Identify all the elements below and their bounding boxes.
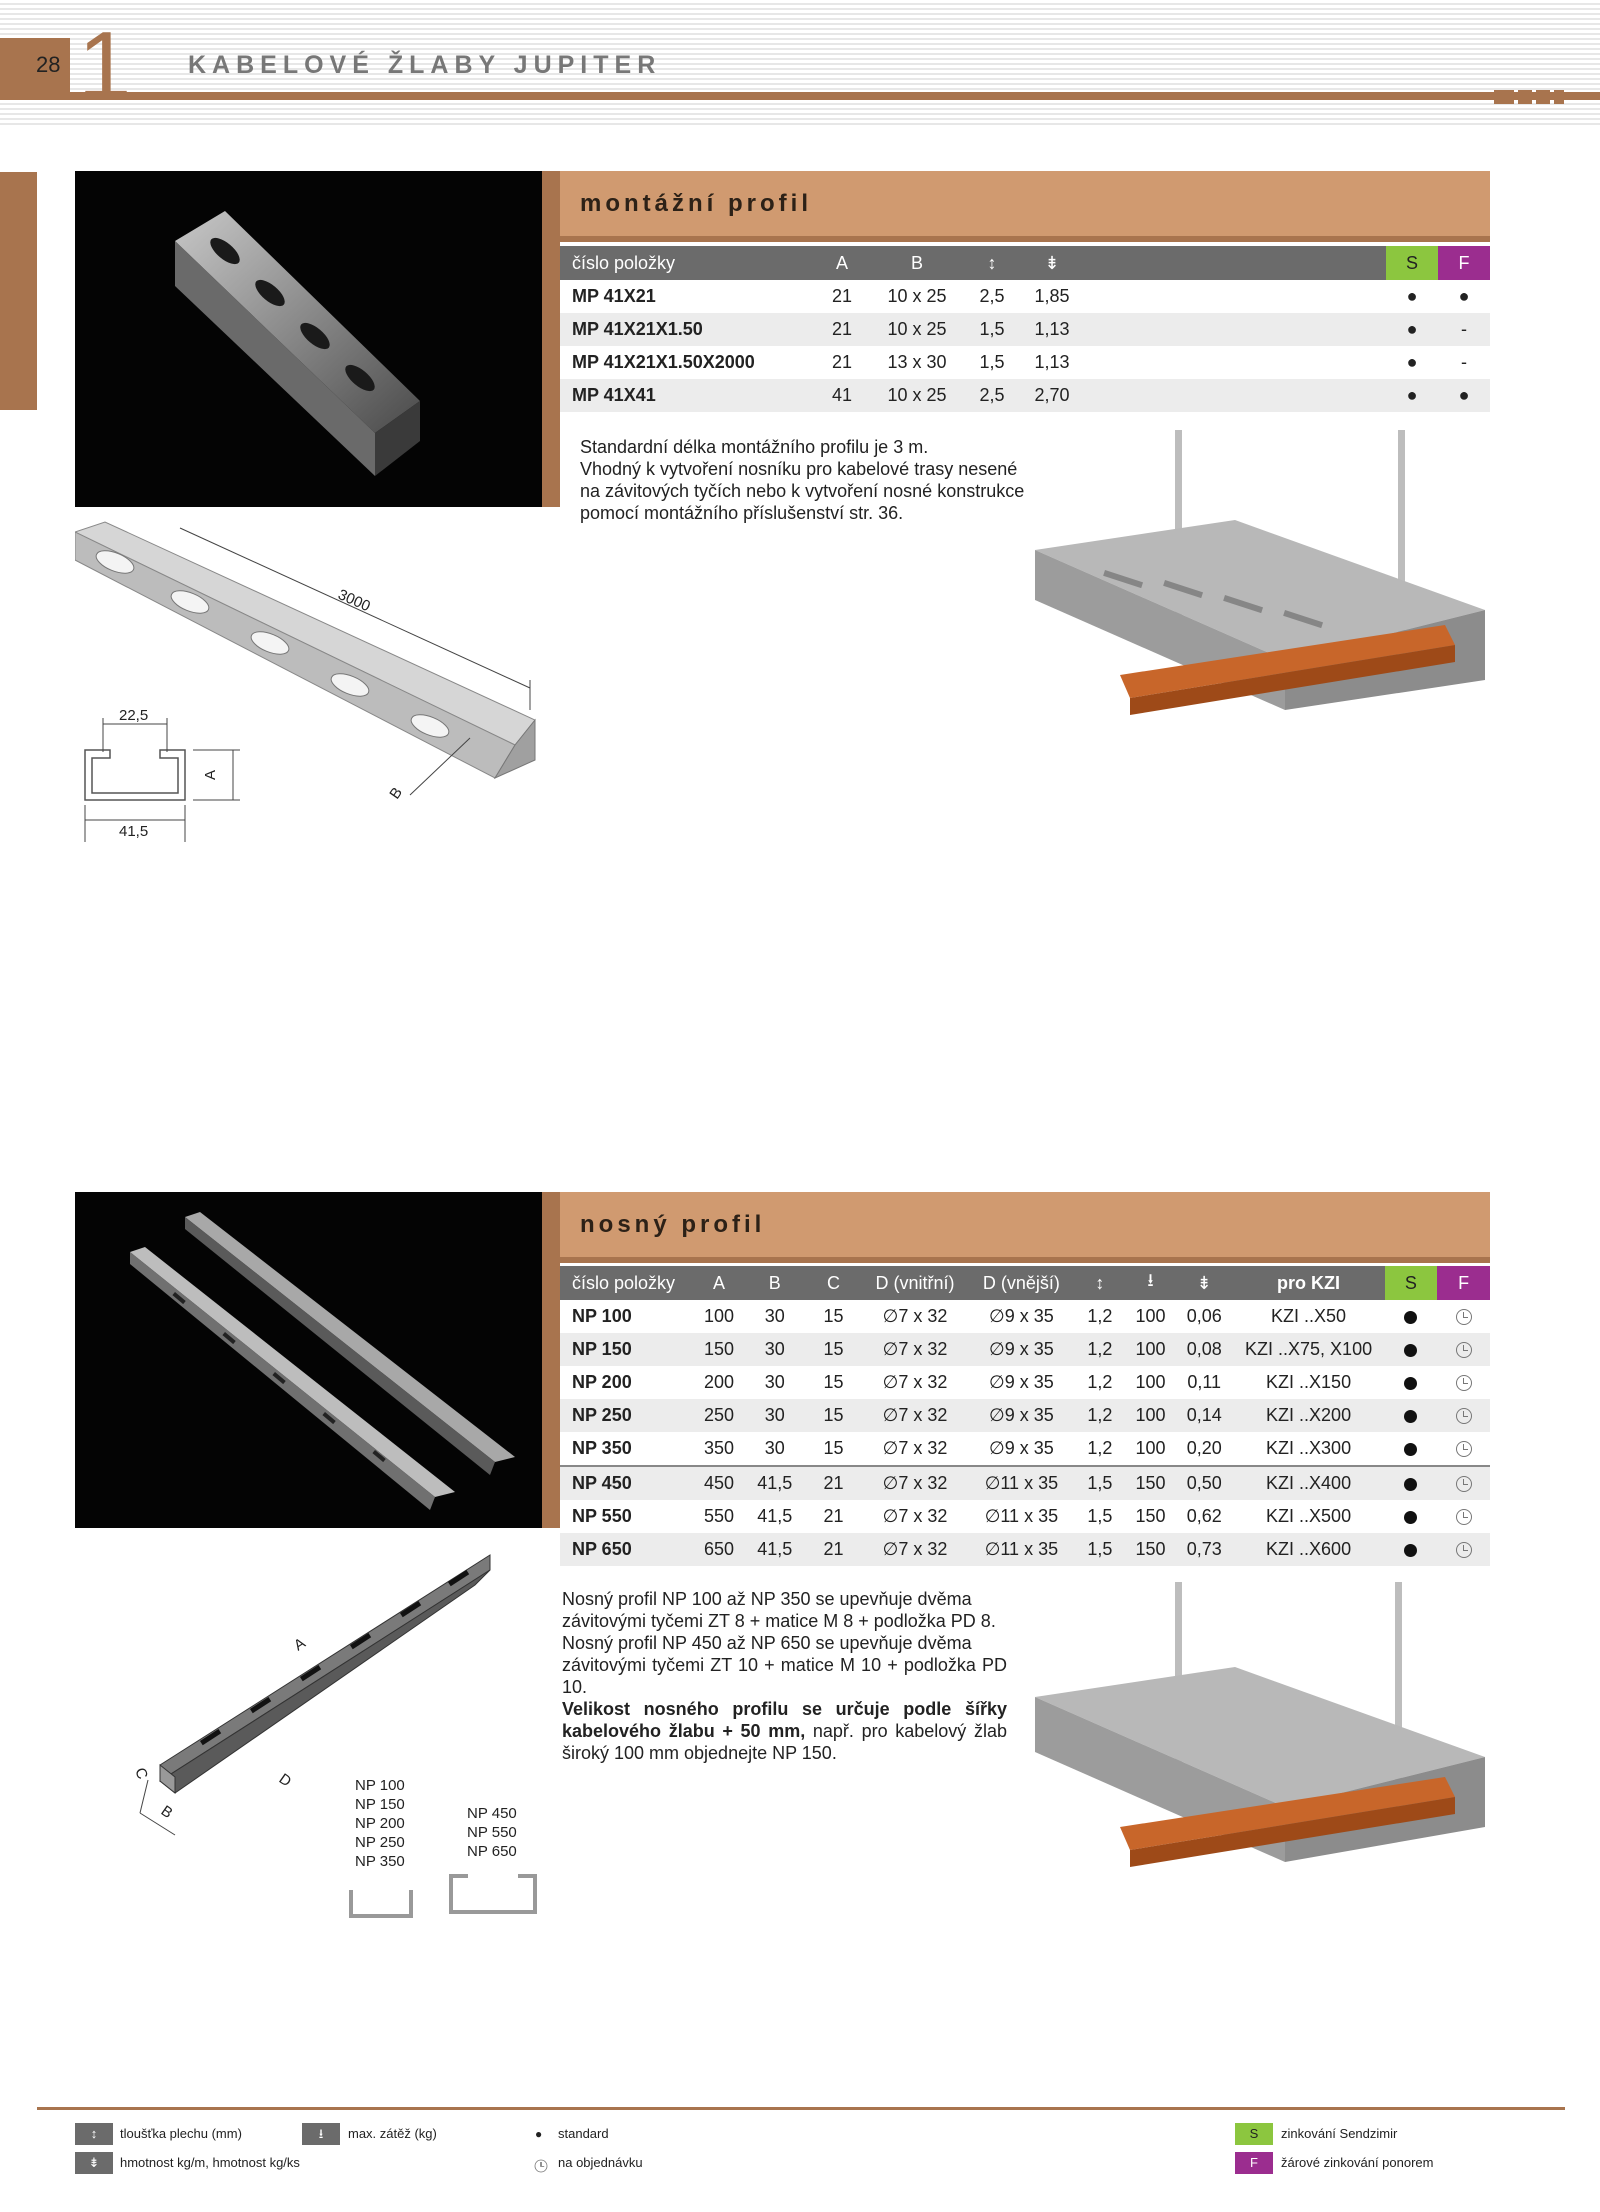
- table-row: NP 200 200 30 15 ∅7 x 32 ∅9 x 35 1,2 100 0,11 KZI ..X150: [560, 1366, 1490, 1399]
- col-a: A: [812, 246, 872, 280]
- weight-icon: ⇟: [75, 2152, 113, 2174]
- section-head-strip: [542, 171, 560, 507]
- table-row: MP 41X21X1.50 21 10 x 25 1,5 1,13 ● -: [560, 313, 1490, 346]
- label-b: B: [157, 1802, 176, 1823]
- col-weight: ⇟: [1176, 1266, 1233, 1300]
- cable-tray-photo-2: [1025, 1582, 1495, 1882]
- legend-f: žárové zinkování ponorem: [1281, 2155, 1434, 2170]
- col-load: ⭳: [1125, 1266, 1176, 1300]
- s-icon: S: [1235, 2123, 1273, 2145]
- col-d-outer: D (vnější): [968, 1266, 1074, 1300]
- montazni-profil-drawing: [75, 520, 555, 850]
- section-title-nosny: nosný profil: [560, 1192, 1490, 1257]
- montazni-profil-table: [560, 246, 1490, 412]
- length-label: 3000: [335, 586, 373, 616]
- table-row: MP 41X41 41 10 x 25 2,5 2,70 ● ●: [560, 379, 1490, 412]
- col-item: číslo položky: [560, 246, 812, 280]
- legend-order: na objednávku: [558, 2155, 643, 2170]
- col-thickness: ↕: [1075, 1266, 1126, 1300]
- size-rule-tail: např. pro kabelový žlab široký 100 mm objednejte NP 150.: [562, 1721, 1007, 1763]
- montazni-profil-description: Standardní délka montážního profilu je 3 m. Vhodný k vytvoření nosníku pro kabelové trasy nesené na závitových tyčích nebo k vytvoření nosné konstrukce pomocí montážního příslušenství str. 36.: [580, 437, 1025, 523]
- slot-label: B: [386, 784, 407, 803]
- standard-dot-icon: [1385, 1333, 1438, 1366]
- footer-line: [37, 2107, 1565, 2110]
- clock-icon: [1437, 1366, 1490, 1399]
- f-icon: F: [1235, 2152, 1273, 2174]
- bottom-width-label: 41,5: [119, 823, 149, 840]
- table-row: NP 100 100 30 15 ∅7 x 32 ∅9 x 35 1,2 100 0,06 KZI ..X50: [560, 1300, 1490, 1333]
- table-row: NP 450 450 41,5 21 ∅7 x 32 ∅11 x 35 1,5 150 0,50 KZI ..X400: [560, 1466, 1490, 1500]
- nosny-profil-table: [560, 1266, 1490, 1566]
- col-s: S: [1386, 246, 1438, 280]
- table-row: MP 41X21X1.50X2000 21 13 x 30 1,5 1,13 ● -: [572, 352, 1467, 372]
- col-kzi: pro KZI: [1233, 1266, 1385, 1300]
- legend-weight: hmotnost kg/m, hmotnost kg/ks: [120, 2155, 300, 2170]
- np-group-2: NP 450 NP 550 NP 650: [467, 1805, 517, 1860]
- standard-dot-icon: [1385, 1432, 1438, 1466]
- page-number: 28: [36, 52, 61, 77]
- label-c: C: [131, 1765, 151, 1782]
- col-thickness: ↕: [962, 246, 1022, 280]
- montazni-profil-photo: [75, 171, 542, 507]
- np-group-1: NP 100 NP 150 NP 200 NP 250 NP 350: [355, 1777, 405, 1870]
- table-row: NP 250 250 30 15 ∅7 x 32 ∅9 x 35 1,2 100 0,14 KZI ..X200: [560, 1399, 1490, 1432]
- col-c: C: [805, 1266, 862, 1300]
- clock-icon: [1437, 1432, 1490, 1466]
- header-band: [0, 92, 1600, 100]
- legend-s: zinkování Sendzimir: [1281, 2126, 1398, 2141]
- col-b: B: [744, 1266, 805, 1300]
- nosny-profil-description: Nosný profil NP 100 až NP 350 se upevňuje dvěma závitovými tyčemi ZT 8 + matice M 8 + podložka PD 8. Nosný profil NP 450 až NP 650 se upevňuje dvěma závitovými tyčemi ZT 10 + matice M 10 + podložka PD 10. Velikost nosného profilu se určuje podle šířky kabelového žlabu + 50 mm, např. pro kabelový žlab široký 100 mm objednejte NP 150.: [562, 1589, 1007, 1763]
- legend-standard: standard: [558, 2126, 609, 2141]
- np-cross-section-small: [346, 1885, 416, 1921]
- section-title-montazni: montážní profil: [560, 171, 1490, 236]
- legend-thickness: tloušťka plechu (mm): [120, 2126, 242, 2141]
- standard-icon: ●: [535, 2127, 543, 2141]
- clock-icon: [1437, 1333, 1490, 1366]
- col-f: F: [1437, 1266, 1490, 1300]
- clock-icon: [1437, 1399, 1490, 1432]
- side-tab: [0, 172, 37, 410]
- standard-dot-icon: [1385, 1500, 1438, 1533]
- table-row: NP 550 550 41,5 21 ∅7 x 32 ∅11 x 35 1,5 150 0,62 KZI ..X500: [560, 1500, 1490, 1533]
- chapter-title: KABELOVÉ ŽLABY JUPITER: [188, 51, 662, 79]
- col-a: A: [694, 1266, 745, 1300]
- clock-icon: [1437, 1300, 1490, 1333]
- nosny-profil-drawing: [130, 1545, 550, 1925]
- nosny-profil-photo: [75, 1192, 542, 1528]
- clock-icon: [1437, 1466, 1490, 1500]
- height-label: A: [202, 769, 219, 780]
- standard-dot-icon: [1385, 1399, 1438, 1432]
- col-b: B: [872, 246, 962, 280]
- top-width-label: 22,5: [119, 707, 149, 724]
- np-cross-section-large: [446, 1870, 540, 1918]
- label-a: A: [290, 1634, 309, 1655]
- table-row: NP 350 350 30 15 ∅7 x 32 ∅9 x 35 1,2 100 0,20 KZI ..X300: [560, 1432, 1490, 1466]
- clock-icon: [1437, 1500, 1490, 1533]
- section-head-strip-2: [542, 1192, 560, 1528]
- standard-dot-icon: [1385, 1300, 1438, 1333]
- section-head-underline: [560, 236, 1490, 242]
- label-d: D: [275, 1770, 295, 1791]
- load-icon: ⭳: [302, 2123, 340, 2145]
- col-s: S: [1385, 1266, 1438, 1300]
- col-item: číslo položky: [560, 1266, 694, 1300]
- col-weight: ⇟: [1022, 246, 1082, 280]
- size-rule-bold: Velikost nosného profilu se určuje podle šířky kabelového žlabu + 50 mm,: [562, 1699, 1007, 1741]
- section-head-underline-2: [560, 1257, 1490, 1263]
- chapter-number: 1: [78, 12, 132, 119]
- table-row: MP 41X21 21 10 x 25 2,5 1,85 ● ●: [572, 286, 1470, 306]
- thickness-icon: ↕: [75, 2123, 113, 2145]
- clock-icon: [1437, 1533, 1490, 1566]
- legend-load: max. zátěž (kg): [348, 2126, 437, 2141]
- cable-tray-photo-1: [1025, 430, 1495, 730]
- standard-dot-icon: [1385, 1366, 1438, 1399]
- clock-icon: [533, 2157, 549, 2175]
- table-row: NP 650 650 41,5 21 ∅7 x 32 ∅11 x 35 1,5 150 0,73 KZI ..X600: [560, 1533, 1490, 1566]
- col-spacer: [1082, 246, 1386, 280]
- standard-dot-icon: [1385, 1466, 1438, 1500]
- table-row: NP 150 150 30 15 ∅7 x 32 ∅9 x 35 1,2 100 0,08 KZI ..X75, X100: [560, 1333, 1490, 1366]
- col-f: F: [1438, 246, 1490, 280]
- col-d-inner: D (vnitřní): [862, 1266, 968, 1300]
- standard-dot-icon: [1385, 1533, 1438, 1566]
